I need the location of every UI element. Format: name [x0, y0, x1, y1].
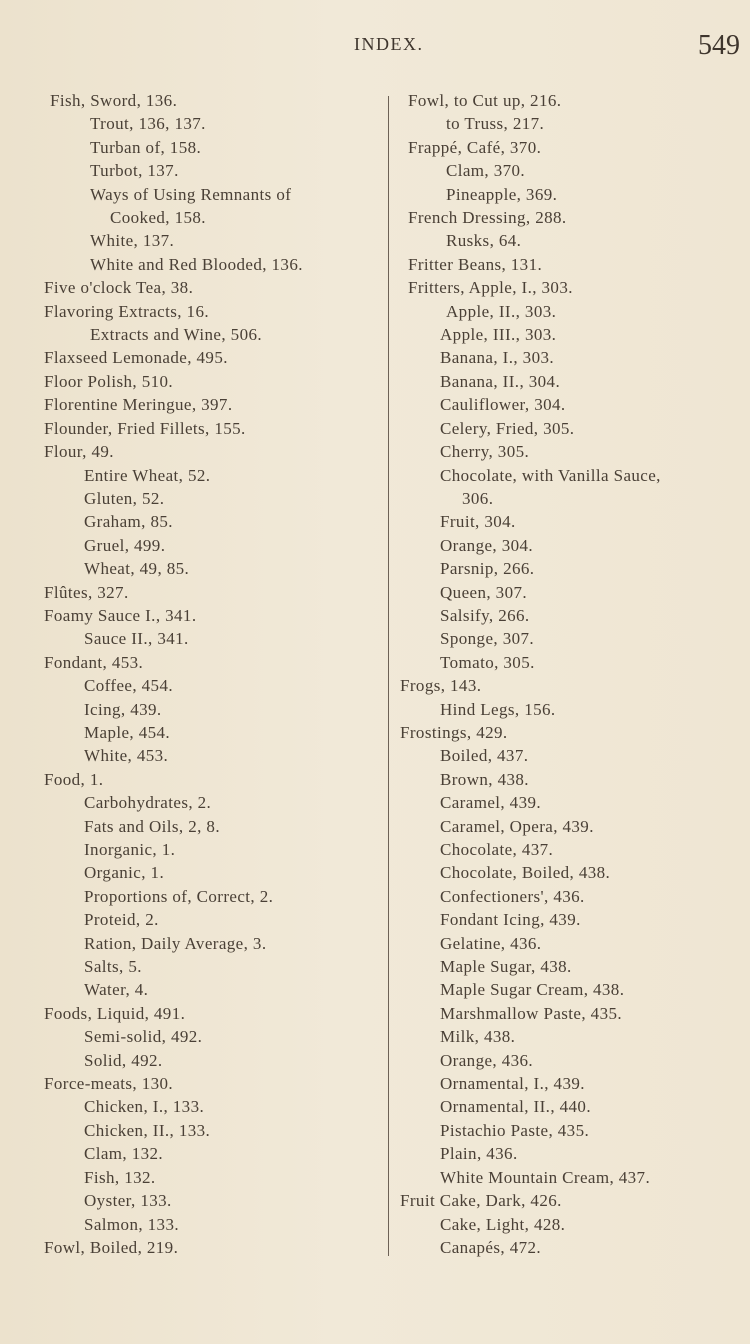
- index-subentry: Coffee, 454.: [84, 676, 173, 696]
- index-subentry: Organic, 1.: [84, 863, 165, 883]
- index-subentry: Turban of, 158.: [90, 137, 202, 157]
- index-subentry: Orange, 304.: [440, 535, 534, 555]
- index-subentry: Cake, Light, 428.: [440, 1214, 566, 1234]
- index-entry: Floor Polish, 510.: [44, 371, 174, 391]
- index-subentry: White, 137.: [90, 231, 175, 251]
- index-subentry: Chicken, II., 133.: [84, 1120, 211, 1140]
- column-divider: [388, 96, 389, 1256]
- index-entry: Fowl, to Cut up, 216.: [408, 91, 562, 110]
- index-entry: Frostings, 429.: [400, 722, 508, 742]
- index-subentry: Brown, 438.: [440, 769, 529, 789]
- index-subentry: Banana, I., 303.: [440, 348, 555, 368]
- index-subentry: Apple, II., 303.: [446, 301, 557, 321]
- index-subentry: Apple, III., 303.: [440, 325, 557, 345]
- index-entry: Fritters, Apple, I., 303.: [408, 278, 573, 298]
- index-subentry: Salsify, 266.: [440, 605, 530, 625]
- page-header: [0, 30, 750, 64]
- index-subentry: Icing, 439.: [84, 699, 162, 719]
- index-subentry: Turbot, 137.: [90, 161, 179, 181]
- index-subentry: Ornamental, II., 440.: [440, 1097, 591, 1117]
- index-subentry: Sauce II., 341.: [84, 629, 189, 649]
- index-subentry: Cooked, 158.: [110, 208, 206, 228]
- index-subentry: Trout, 136, 137.: [90, 114, 206, 134]
- index-subentry: White, 453.: [84, 746, 169, 766]
- index-entry: Food, 1.: [44, 769, 104, 789]
- index-subentry: to Truss, 217.: [446, 114, 545, 134]
- index-subentry: Graham, 85.: [84, 512, 173, 532]
- index-entry: Fowl, Boiled, 219.: [44, 1237, 179, 1257]
- index-subentry: Fats and Oils, 2, 8.: [84, 816, 220, 836]
- index-entry: Fish, Sword, 136.: [50, 91, 178, 110]
- index-entry: Flûtes, 327.: [44, 582, 129, 602]
- index-entry: Flounder, Fried Fillets, 155.: [44, 418, 246, 438]
- index-subentry: Water, 4.: [84, 980, 149, 1000]
- index-entry: Five o'clock Tea, 38.: [44, 278, 194, 298]
- index-subentry: Solid, 492.: [84, 1050, 163, 1070]
- index-entry: Fritter Beans, 131.: [408, 254, 543, 274]
- index-column-left: [44, 89, 384, 1259]
- index-subentry: Semi-solid, 492.: [84, 1027, 203, 1047]
- index-subentry: Extracts and Wine, 506.: [90, 325, 263, 345]
- index-subentry: Maple Sugar, 438.: [440, 957, 572, 977]
- index-subentry: Boiled, 437.: [440, 746, 529, 766]
- index-subentry: Proportions of, Correct, 2.: [84, 886, 274, 906]
- index-subentry: Gluten, 52.: [84, 488, 165, 508]
- index-subentry: Maple, 454.: [84, 722, 171, 742]
- index-subentry: Chocolate, Boiled, 438.: [440, 863, 611, 883]
- index-entry: Frogs, 143.: [400, 676, 482, 696]
- index-subentry: White and Red Blooded, 136.: [90, 254, 303, 274]
- index-subentry: Hind Legs, 156.: [440, 699, 556, 719]
- index-subentry: Celery, Fried, 305.: [440, 418, 575, 438]
- index-subentry: Cauliflower, 304.: [440, 395, 566, 415]
- index-entry: Foods, Liquid, 491.: [44, 1003, 186, 1023]
- index-subentry: Milk, 438.: [440, 1027, 516, 1047]
- index-subentry: 306.: [462, 488, 494, 508]
- index-subentry: Gelatine, 436.: [440, 933, 542, 953]
- index-entry: Frappé, Café, 370.: [408, 137, 542, 157]
- index-entry: Fondant, 453.: [44, 652, 144, 672]
- running-title: INDEX.: [354, 34, 424, 54]
- index-subentry: Maple Sugar Cream, 438.: [440, 980, 625, 1000]
- index-subentry: Carbohydrates, 2.: [84, 793, 212, 813]
- index-entry: Force-meats, 130.: [44, 1074, 174, 1094]
- index-entry: Flour, 49.: [44, 442, 114, 462]
- index-subentry: Salts, 5.: [84, 957, 142, 977]
- index-subentry: Confectioners', 436.: [440, 886, 585, 906]
- index-subentry: Chocolate, with Vanilla Sauce,: [440, 465, 661, 485]
- index-subentry: White Mountain Cream, 437.: [440, 1167, 651, 1187]
- index-column-right: [400, 89, 746, 1259]
- index-subentry: Pistachio Paste, 435.: [440, 1120, 590, 1140]
- index-entry: Florentine Meringue, 397.: [44, 395, 233, 415]
- page-number: 549: [698, 30, 740, 61]
- index-subentry: Canapés, 472.: [440, 1237, 542, 1257]
- index-subentry: Sponge, 307.: [440, 629, 535, 649]
- index-subentry: Pineapple, 369.: [446, 184, 558, 204]
- index-subentry: Entire Wheat, 52.: [84, 465, 211, 485]
- index-subentry: Rusks, 64.: [446, 231, 522, 251]
- index-entry: Flavoring Extracts, 16.: [44, 301, 210, 321]
- index-subentry: Fondant Icing, 439.: [440, 910, 581, 930]
- index-subentry: Inorganic, 1.: [84, 840, 176, 859]
- index-subentry: Tomato, 305.: [440, 652, 535, 672]
- index-subentry: Ways of Using Remnants of: [90, 184, 292, 204]
- index-subentry: Plain, 436.: [440, 1144, 518, 1164]
- index-subentry: Banana, II., 304.: [440, 371, 561, 391]
- index-subentry: Chocolate, 437.: [440, 840, 554, 859]
- index-subentry: Proteid, 2.: [84, 910, 159, 930]
- index-subentry: Clam, 132.: [84, 1144, 164, 1164]
- index-subentry: Oyster, 133.: [84, 1191, 172, 1211]
- index-subentry: Cherry, 305.: [440, 442, 530, 462]
- index-subentry: Clam, 370.: [446, 161, 526, 181]
- index-subentry: Ration, Daily Average, 3.: [84, 933, 267, 953]
- index-subentry: Gruel, 499.: [84, 535, 166, 555]
- index-subentry: Parsnip, 266.: [440, 559, 535, 579]
- index-subentry: Queen, 307.: [440, 582, 528, 602]
- index-subentry: Ornamental, I., 439.: [440, 1074, 585, 1094]
- index-subentry: Orange, 436.: [440, 1050, 534, 1070]
- index-subentry: Salmon, 133.: [84, 1214, 179, 1234]
- index-entry: Fruit Cake, Dark, 426.: [400, 1191, 562, 1211]
- index-subentry: Fruit, 304.: [440, 512, 516, 532]
- index-subentry: Chicken, I., 133.: [84, 1097, 205, 1117]
- index-subentry: Wheat, 49, 85.: [84, 559, 190, 579]
- index-entry: French Dressing, 288.: [408, 208, 567, 228]
- index-subentry: Caramel, 439.: [440, 793, 542, 813]
- index-subentry: Fish, 132.: [84, 1167, 156, 1187]
- index-entry: Foamy Sauce I., 341.: [44, 605, 197, 625]
- index-subentry: Caramel, Opera, 439.: [440, 816, 594, 836]
- index-entry: Flaxseed Lemonade, 495.: [44, 348, 228, 368]
- index-subentry: Marshmallow Paste, 435.: [440, 1003, 623, 1023]
